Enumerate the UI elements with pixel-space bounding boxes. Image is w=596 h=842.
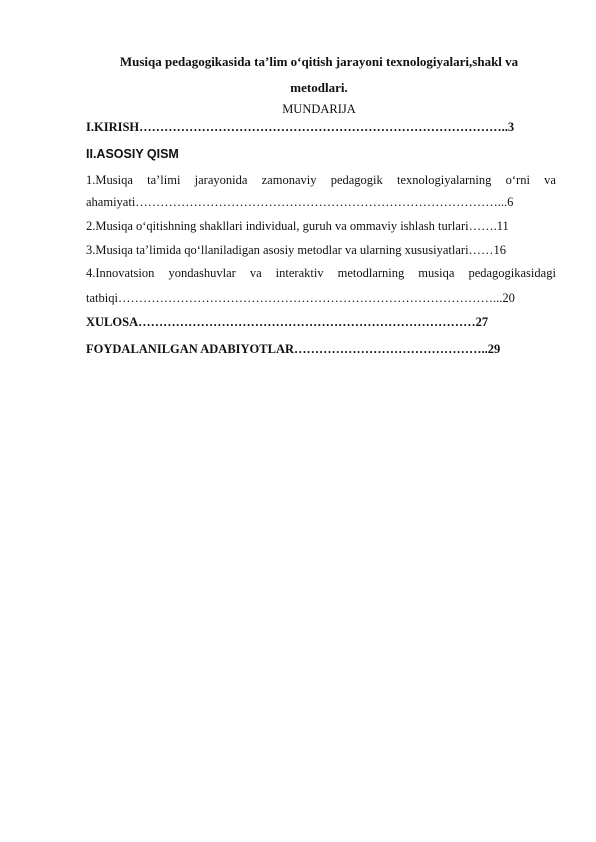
- toc-word: texnologiyalarning: [396, 173, 492, 187]
- toc-word: pedagogikasidagi: [468, 266, 556, 280]
- document-title-line-2: metodlari.: [290, 80, 348, 95]
- toc-entry-1-line-2: ahamiyati……………………………………………………………………………...6: [86, 195, 514, 209]
- toc-entry-1-line-1: [86, 171, 556, 189]
- toc-word: zamonaviy: [261, 173, 317, 187]
- toc-entry-3: 3.Musiqa ta’limida qo‘llaniladigan asosiy metodlar va ularning xususiyatlari……16: [86, 243, 507, 257]
- toc-entry-kirish: I.KIRISH……………………………………………………………………………..3: [86, 120, 515, 134]
- toc-word: interaktiv: [275, 266, 324, 280]
- toc-word: o‘rni: [505, 173, 530, 187]
- toc-word: va: [249, 266, 262, 280]
- document-title-line-1: Musiqa pedagogikasida ta’lim o‘qitish jarayoni texnologiyalari,shakl va: [119, 54, 519, 69]
- toc-section-asosiy-qism: II.ASOSIY QISM: [86, 147, 179, 161]
- toc-word: va: [544, 173, 556, 187]
- toc-entry-2: 2.Musiqa o‘qitishning shakllari individual, guruh va ommaviy ishlash turlari…….11: [86, 219, 509, 233]
- toc-word: jarayonida: [194, 173, 248, 187]
- toc-entry-xulosa: XULOSA………………………………………………………………………27: [86, 315, 489, 329]
- contents-heading: MUNDARIJA: [282, 102, 356, 116]
- toc-word: 1.Musiqa: [86, 173, 133, 187]
- toc-word: yondashuvlar: [168, 266, 236, 280]
- toc-word: pedagogik: [330, 173, 383, 187]
- toc-entry-4-line-2: tatbiqi………………………………………………………………………………...20: [86, 291, 515, 305]
- toc-word: musiqa: [418, 266, 455, 280]
- toc-entry-4-line-1: [86, 264, 556, 282]
- toc-word: 4.Innovatsion: [86, 266, 155, 280]
- toc-word: ta’limi: [147, 173, 181, 187]
- toc-word: metodlarning: [337, 266, 405, 280]
- toc-entry-adabiyotlar: FOYDALANILGAN ADABIYOTLAR………………………………………..29: [86, 342, 501, 356]
